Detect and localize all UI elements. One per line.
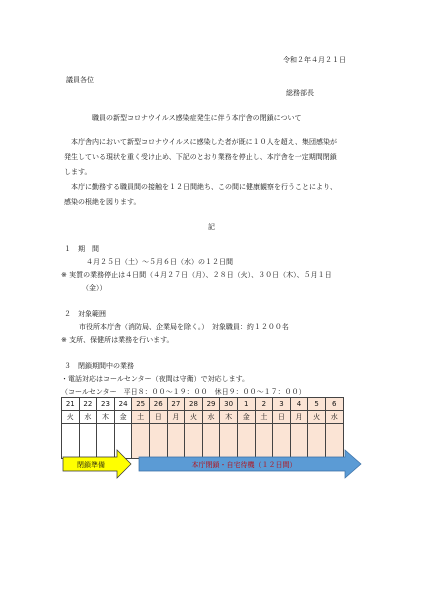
sender: 総務部長 bbox=[286, 89, 314, 97]
calendar-weekday: 日 bbox=[273, 411, 291, 424]
calendar-day: 4 bbox=[290, 398, 308, 411]
calendar-day: 28 bbox=[185, 398, 203, 411]
calendar-day-row bbox=[62, 398, 344, 411]
calendar-day: 3 bbox=[273, 398, 291, 411]
calendar-day: 30 bbox=[220, 398, 238, 411]
section2-note: ※ 支所、保健所は業務を行います。 bbox=[61, 336, 174, 344]
body-para2-line2: 感染の根絶を図ります。 bbox=[64, 198, 141, 206]
calendar-day: 26 bbox=[149, 398, 167, 411]
section1-heading: １ 期 間 bbox=[64, 245, 99, 253]
calendar-weekday: 木 bbox=[220, 411, 238, 424]
calendar-weekday: 木 bbox=[97, 411, 115, 424]
section1-period: ４月２５日（土）～５月６日（水）の１２日間 bbox=[86, 258, 233, 266]
section3-heading: ３ 閉鎖期間中の業務 bbox=[64, 362, 134, 370]
calendar-weekday-row bbox=[62, 411, 344, 424]
calendar-weekday: 土 bbox=[255, 411, 273, 424]
section1-note-line2: （金）） bbox=[82, 284, 107, 292]
calendar-day: 6 bbox=[325, 398, 343, 411]
calendar-weekday: 月 bbox=[167, 411, 185, 424]
calendar-weekday: 水 bbox=[202, 411, 220, 424]
recipient: 議員各位 bbox=[66, 76, 94, 84]
document-date: 令和２年４月２１日 bbox=[283, 56, 346, 64]
calendar-weekday: 土 bbox=[132, 411, 150, 424]
calendar-weekday: 水 bbox=[79, 411, 97, 424]
calendar-weekday: 水 bbox=[325, 411, 343, 424]
body-para1-line1: 本庁舎内において新型コロナウイルスに感染した者が既に１０人を超え、集団感染が bbox=[71, 138, 337, 146]
calendar-weekday: 火 bbox=[62, 411, 80, 424]
calendar-weekday: 金 bbox=[114, 411, 132, 424]
calendar-weekday: 火 bbox=[185, 411, 203, 424]
calendar-day: 27 bbox=[167, 398, 185, 411]
document-title: 職員の新型コロナウイルス感染症発生に伴う本庁舎の閉鎖について bbox=[92, 114, 302, 122]
calendar-weekday: 火 bbox=[308, 411, 326, 424]
body-para1-line2: 発生している現状を重く受け止め、下記のとおり業務を停止し、本庁舎を一定期間閉鎖 bbox=[64, 153, 337, 161]
calendar-day: 23 bbox=[97, 398, 115, 411]
body-para2-line1: 本庁に勤務する職員間の接触を１２日間絶ち、この間に健康観察を行うことにより、 bbox=[71, 183, 337, 191]
section3-hours: （コールセンター 平日８：００～１９：００ 休日９：００～１７：００） bbox=[61, 388, 306, 396]
calendar-day: 1 bbox=[237, 398, 255, 411]
calendar-day: 22 bbox=[79, 398, 97, 411]
section2-heading: ２ 対象範囲 bbox=[64, 310, 106, 318]
ki-heading: 記 bbox=[208, 223, 215, 231]
section2-scope: 市役所本庁舎（消防局、企業局を除く。） 対象職員：約１２００名 bbox=[79, 323, 289, 331]
calendar-weekday: 金 bbox=[237, 411, 255, 424]
section1-note-line1: ※ 実質の業務停止は４日間（４月２７日（月）、２８日（火）、３０日（木）、５月１日 bbox=[61, 271, 332, 279]
closure-label: 本庁閉鎖・自宅待機（１２日間） bbox=[191, 461, 297, 469]
calendar-weekday: 月 bbox=[290, 411, 308, 424]
calendar-weekday: 日 bbox=[149, 411, 167, 424]
calendar-day: 5 bbox=[308, 398, 326, 411]
calendar-day: 24 bbox=[114, 398, 132, 411]
calendar-day: 25 bbox=[132, 398, 150, 411]
body-para1-line3: します。 bbox=[64, 168, 92, 176]
calendar-day: 21 bbox=[62, 398, 80, 411]
calendar-arrows bbox=[61, 446, 366, 482]
section3-item: ・電話対応はコールセンター（夜間は守衛）で対応します。 bbox=[61, 375, 250, 383]
calendar-day: 29 bbox=[202, 398, 220, 411]
prep-label: 閉鎖準備 bbox=[77, 461, 105, 469]
calendar-day: 2 bbox=[255, 398, 273, 411]
